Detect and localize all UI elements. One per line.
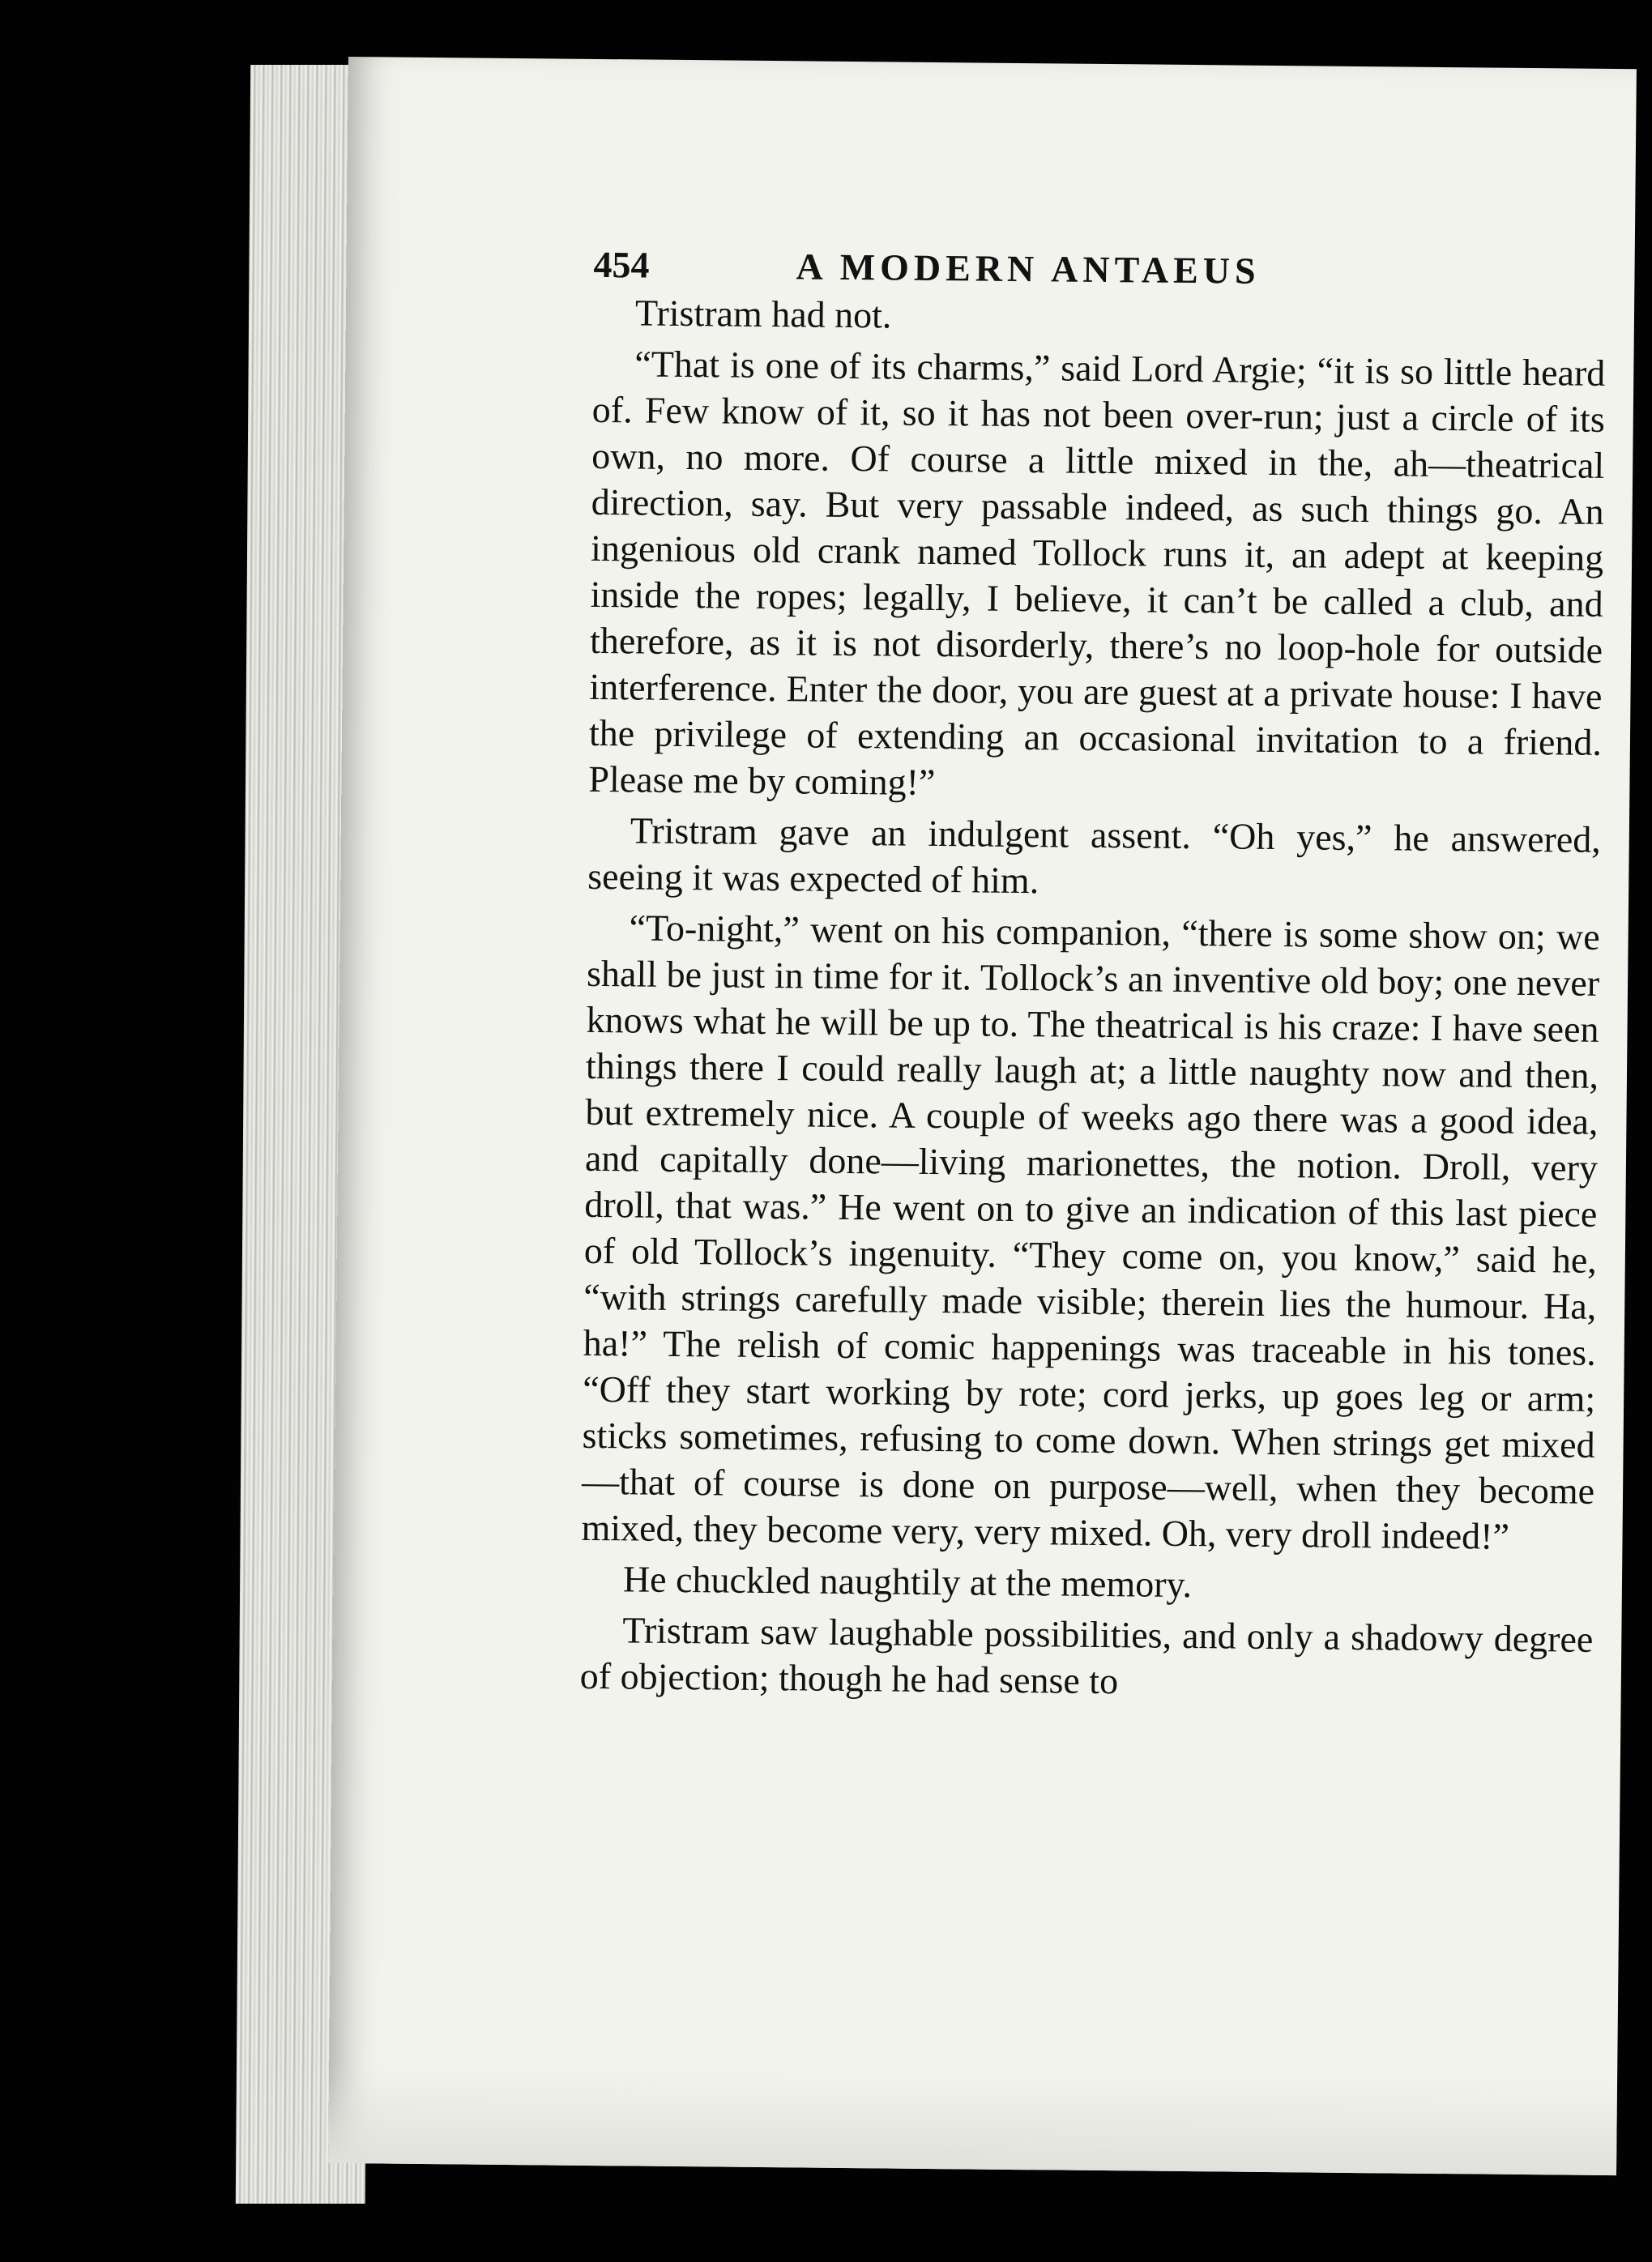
paragraph: “To-night,” went on his companion, “there is some show on; we shall be just in time for it. Tollock’s an inventive old boy; one never knows what he will be up to. The theatrical is his craze: I have seen things there I could really laugh at; a little naughty now and then, but extremely nice. A couple of weeks ago there was a good idea, and capitally done—living marionettes, the notion. Droll, very droll, that was.” He went on to give an indication of this last piece of old Tollock’s ingenuity. “They come on, you know,” said he, “with strings carefully made visible; therein lies the humour. Ha, ha!” The relish of comic happenings was traceable in his tones. “Off they start working by rote; cord jerks, up goes leg or arm; sticks sometimes, refusing to come down. When strings get mixed —that of course is done on purpose—well, when they become mixed, they become very, very mixed. Oh, very droll indeed!”	[581, 907, 1600, 1557]
paragraph: Tristram gave an indulgent assent. “Oh yes,” he answered, seeing it was expected of him.	[587, 809, 1602, 902]
running-header	[593, 241, 1606, 297]
paragraph: He chuckled naughtily at the memory.	[622, 1558, 1193, 1606]
paragraph: Tristram had not.	[634, 292, 892, 336]
running-title: A MODERN ANTAEUS	[796, 245, 1261, 292]
paragraph: “That is one of its charms,” said Lord Argie; “it is so little heard of. Few know of it, so it has not been over-run; just a circle of its own, no more. Of course a little mixed in the, ah—theatrical direction, say. But very passable indeed, as such things go. An ingenious old crank named Tollock runs it, an adept at keeping inside the ropes; legally, I believe, it can’t be called a club, and therefore, as it is not disorderly, there’s no loop-hole for outside interference. Enter the door, you are guest at a private house: I have the privilege of extending an occasional invitation to a friend. Please me by coming!”	[588, 343, 1606, 803]
book-page	[328, 57, 1637, 2175]
page-text-block	[580, 241, 1607, 1709]
paragraph: Tristram saw laughable possibilities, and only a shadowy degree of objection; though he had sense to	[579, 1609, 1594, 1702]
page-number: 454	[593, 243, 650, 286]
